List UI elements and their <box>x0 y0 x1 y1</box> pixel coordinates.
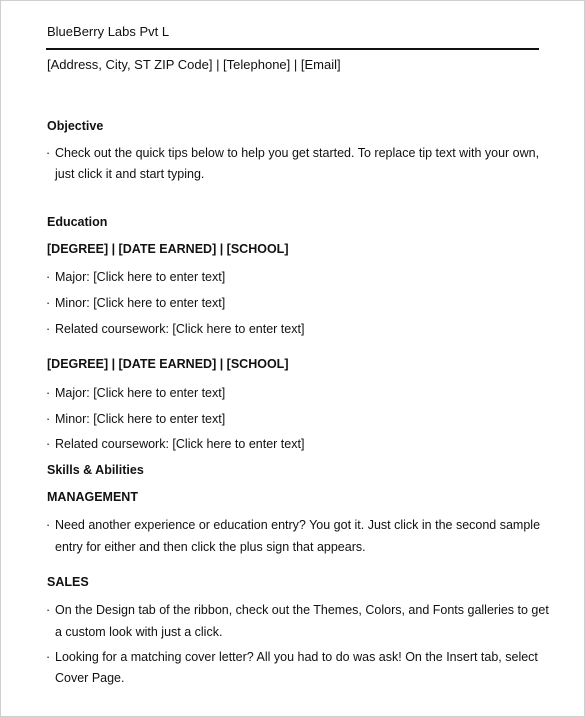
skills-heading: Skills & Abilities <box>47 463 144 477</box>
education-minor <box>46 412 225 426</box>
bullet-dot: · <box>46 437 51 451</box>
objective-text-line2: just click it and start typing. <box>55 167 205 181</box>
major-text: Major: [Click here to enter text] <box>55 386 226 400</box>
coursework-text: Related coursework: [Click here to enter text] <box>55 322 305 336</box>
bullet-dot: · <box>46 322 51 336</box>
minor-text: Minor: [Click here to enter text] <box>55 296 226 310</box>
education-coursework <box>46 322 304 336</box>
bullet-dot: · <box>46 146 51 160</box>
education-coursework <box>46 437 304 451</box>
bullet-dot: · <box>46 518 51 532</box>
contact-line: [Address, City, ST ZIP Code] | [Telephone] | [Email] <box>47 57 341 72</box>
objective-bullet <box>46 146 539 160</box>
sales-bullet-2 <box>46 650 538 664</box>
management-text-line1: Need another experience or education entry? You got it. Just click in the second sample <box>55 518 541 532</box>
sales-bullet-1-line1: On the Design tab of the ribbon, check out the Themes, Colors, and Fonts galleries to get <box>55 603 549 617</box>
sales-bullet-2-line2: Cover Page. <box>55 671 125 685</box>
bullet-dot: · <box>46 603 51 617</box>
education-minor <box>46 296 225 310</box>
bullet-dot: · <box>46 296 51 310</box>
education-heading: Education <box>47 215 108 229</box>
management-text-line2: entry for either and then click the plus sign that appears. <box>55 540 366 554</box>
coursework-text: Related coursework: [Click here to enter text] <box>55 437 305 451</box>
education-entry-title: [DEGREE] | [DATE EARNED] | [SCHOOL] <box>47 357 289 371</box>
objective-text-line1: Check out the quick tips below to help you get started. To replace tip text with your own, <box>55 146 540 160</box>
education-major <box>46 270 225 284</box>
bullet-dot: · <box>46 650 51 664</box>
education-entry-title: [DEGREE] | [DATE EARNED] | [SCHOOL] <box>47 242 289 256</box>
management-title: MANAGEMENT <box>47 490 138 504</box>
bullet-dot: · <box>46 412 51 426</box>
sales-title: SALES <box>47 575 89 589</box>
management-bullet <box>46 518 540 532</box>
company-name: BlueBerry Labs Pvt L <box>47 24 170 39</box>
education-major <box>46 386 225 400</box>
bullet-dot: · <box>46 386 51 400</box>
sales-bullet-1-line2: a custom look with just a click. <box>55 625 223 639</box>
minor-text: Minor: [Click here to enter text] <box>55 412 226 426</box>
objective-heading: Objective <box>47 119 104 133</box>
sales-bullet-2-line1: Looking for a matching cover letter? All you had to do was ask! On the Insert tab, select <box>55 650 538 664</box>
major-text: Major: [Click here to enter text] <box>55 270 226 284</box>
bullet-dot: · <box>46 270 51 284</box>
sales-bullet-1 <box>46 603 549 617</box>
header-divider <box>46 48 539 50</box>
